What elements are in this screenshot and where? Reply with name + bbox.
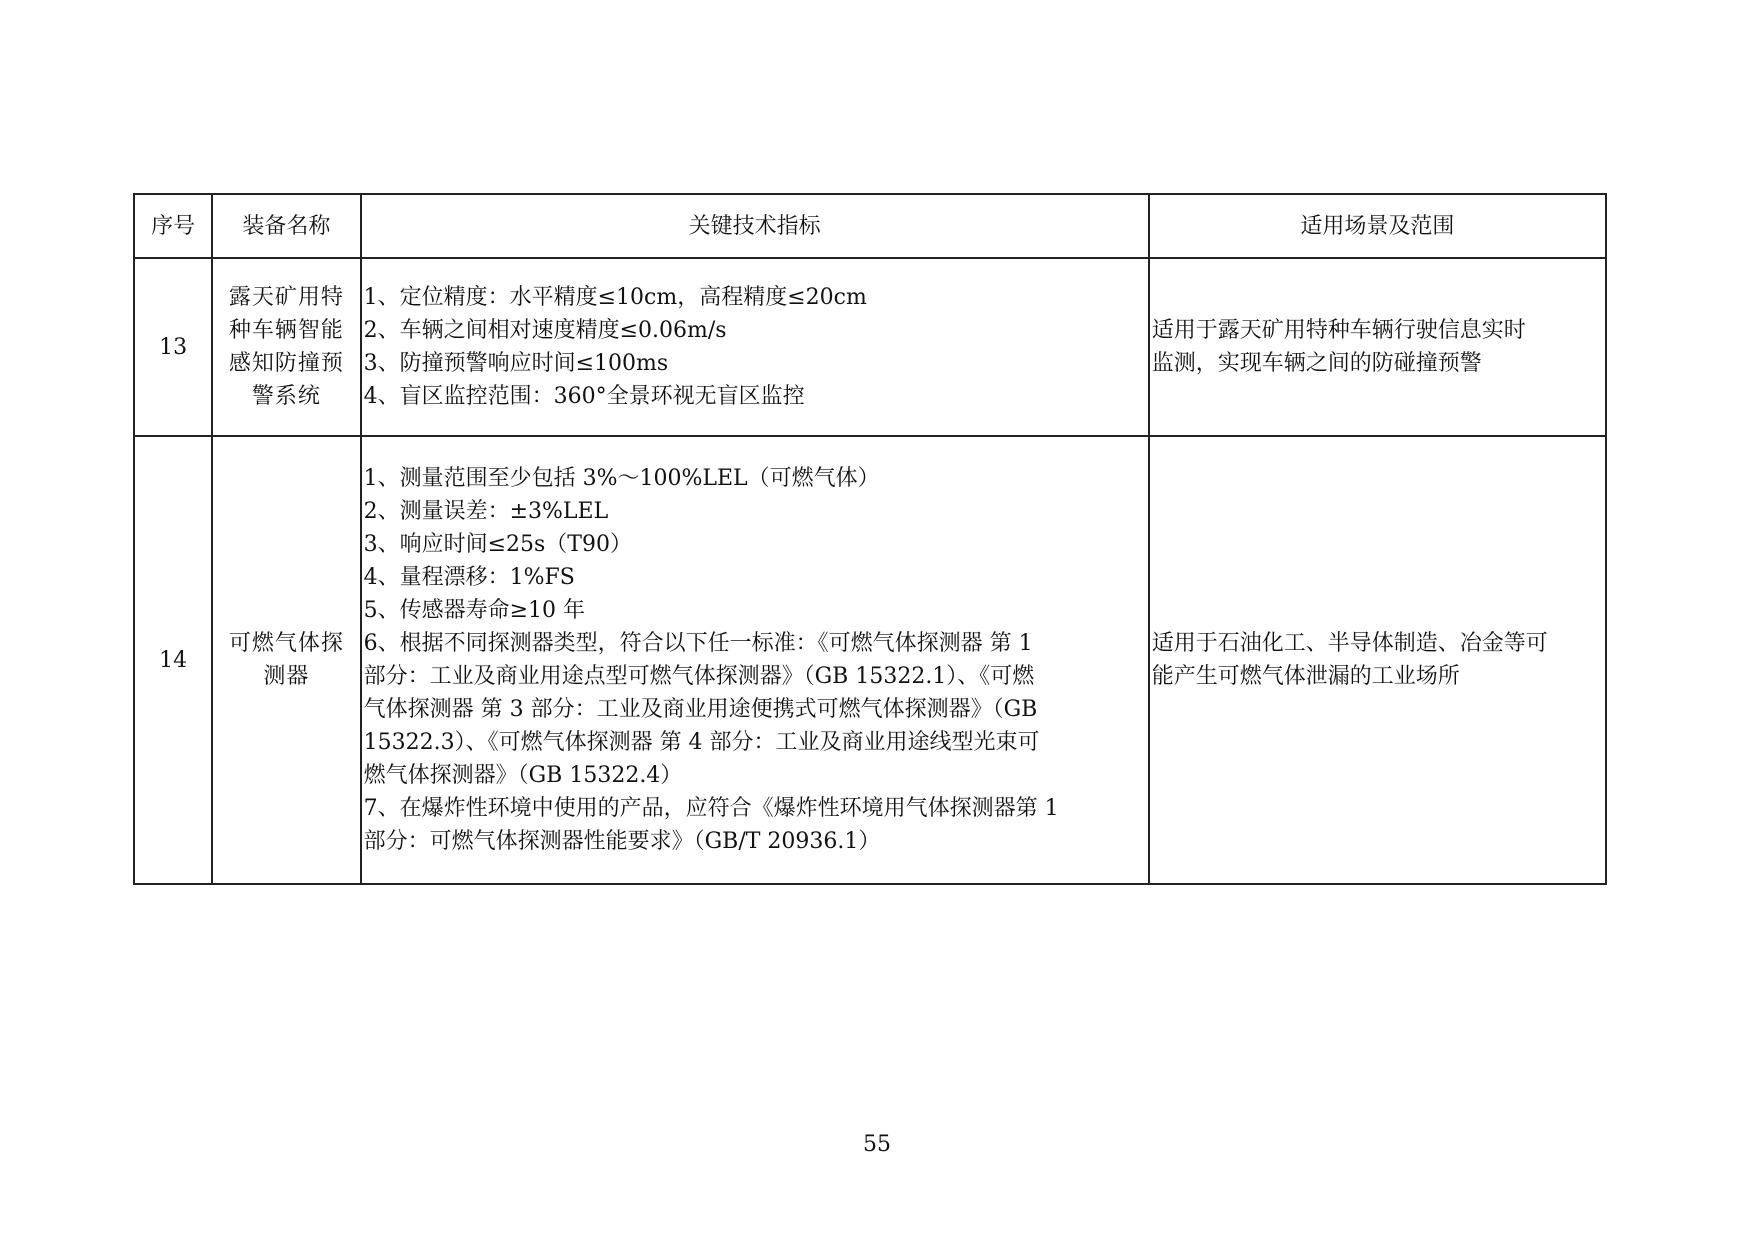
scope-line: 适用于石油化工、半导体制造、冶金等可 <box>1151 631 1548 656</box>
row-technical-indicators <box>361 258 1149 436</box>
table-row <box>134 436 1606 884</box>
name-line: 可燃气体探 <box>228 631 344 656</box>
header-key-technical-indicators: 关键技术指标 <box>361 194 1149 258</box>
row-applicable-scope <box>1149 258 1606 436</box>
spec-line: 燃气体探测器》（GB 15322.4） <box>363 763 683 788</box>
spec-line: 2、车辆之间相对速度精度≤0.06m/s <box>363 318 727 343</box>
row-technical-indicators <box>361 436 1149 884</box>
spec-line: 4、盲区监控范围：360°全景环视无盲区监控 <box>363 384 805 409</box>
spec-line: 3、防撞预警响应时间≤100ms <box>363 351 669 376</box>
scope-line: 能产生可燃气体泄漏的工业场所 <box>1151 664 1460 689</box>
name-line: 警系统 <box>251 384 321 409</box>
spec-line: 部分：可燃气体探测器性能要求》（GB/T 20936.1） <box>363 829 881 854</box>
spec-line: 3、响应时间≤25s（T90） <box>363 532 632 557</box>
scope-line: 适用于露天矿用特种车辆行驶信息实时 <box>1151 318 1526 343</box>
equipment-spec-table <box>133 193 1607 885</box>
spec-line: 1、测量范围至少包括 3%～100%LEL（可燃气体） <box>363 466 880 491</box>
name-line: 露天矿用特 <box>228 285 344 310</box>
row-equipment-name <box>212 436 360 884</box>
header-serial-number: 序号 <box>134 194 212 258</box>
spec-line: 部分：工业及商业用途点型可燃气体探测器》（GB 15322.1）、《可燃 <box>363 664 1035 689</box>
row-applicable-scope <box>1149 436 1606 884</box>
page-number: 55 <box>863 1132 891 1157</box>
header-applicable-scenarios: 适用场景及范围 <box>1149 194 1606 258</box>
spec-line: 1、定位精度：水平精度≤10cm，高程精度≤20cm <box>363 285 867 310</box>
spec-line: 气体探测器 第 3 部分：工业及商业用途便携式可燃气体探测器》（GB <box>363 697 1038 722</box>
table-row <box>134 258 1606 436</box>
scope-line: 监测，实现车辆之间的防碰撞预警 <box>1151 351 1482 376</box>
spec-line: 15322.3）、《可燃气体探测器 第 4 部分：工业及商业用途线型光束可 <box>363 730 1040 755</box>
row-serial-number: 14 <box>134 436 212 884</box>
name-line: 感知防撞预 <box>228 351 344 376</box>
name-line: 种车辆智能 <box>228 318 344 343</box>
header-equipment-name: 装备名称 <box>212 194 360 258</box>
row-serial-number: 13 <box>134 258 212 436</box>
name-line: 测器 <box>263 664 310 689</box>
spec-line: 4、量程漂移：1%FS <box>363 565 575 590</box>
row-equipment-name <box>212 258 360 436</box>
spec-line: 6、根据不同探测器类型，符合以下任一标准：《可燃气体探测器 第 1 <box>363 631 1033 656</box>
table-header-row <box>134 194 1606 258</box>
spec-line: 7、在爆炸性环境中使用的产品，应符合《爆炸性环境用气体探测器第 1 <box>363 796 1059 821</box>
spec-line: 2、测量误差：±3%LEL <box>363 499 609 524</box>
spec-line: 5、传感器寿命≥10 年 <box>363 598 586 623</box>
